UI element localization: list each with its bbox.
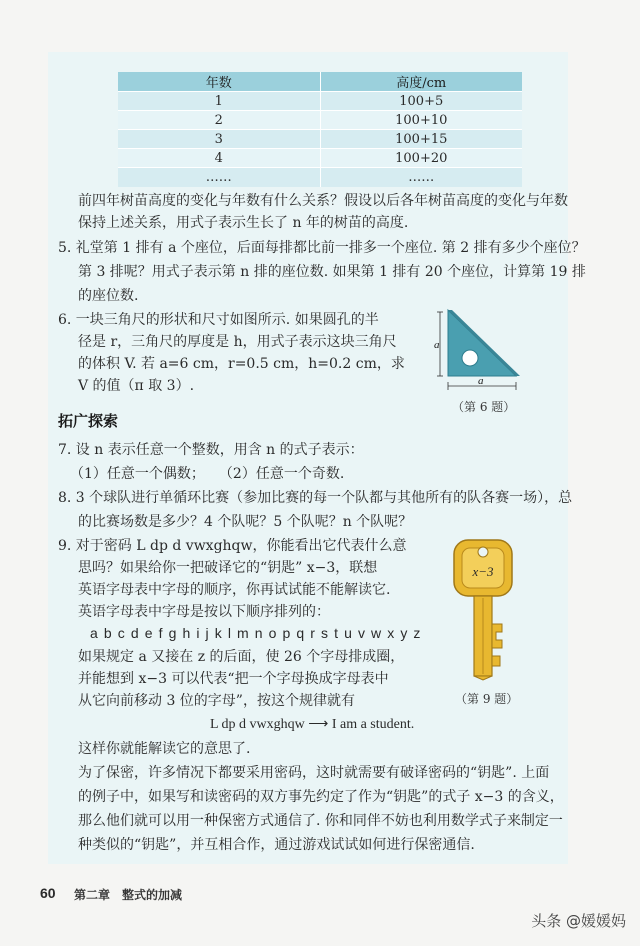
table-header-years: 年数 xyxy=(118,72,320,92)
key-icon xyxy=(440,536,526,682)
label-side-a: a xyxy=(434,339,440,351)
table-cell: 100+5 xyxy=(320,92,522,111)
chapter-title: 第二章 整式的加减 xyxy=(74,888,183,902)
table-cell: …… xyxy=(320,168,522,187)
growth-table xyxy=(118,72,522,187)
q9-line-1: 9. 对于密码 L dp d vwxghqw，你能看出它代表什么意 xyxy=(58,538,407,554)
figure-caption-q6: （第 6 题） xyxy=(452,400,516,414)
q8-line-1: 8. 3 个球队进行单循环比赛（参加比赛的每一个队都与其他所有的队各赛一场），总 xyxy=(58,490,573,506)
closing-line-2: 的例子中，如果写和读密码的双方事先约定了作为“钥匙”的式子 x−3 的含义， xyxy=(78,789,564,805)
q9-line-7: 从它向前移动 3 位的字母”，按这个规律就有 xyxy=(78,693,355,709)
triangle-ruler-figure xyxy=(428,306,532,392)
table-row xyxy=(118,92,522,111)
closing-line-3: 那么他们就可以用一种保密方式通信了. 你和同伴不妨也利用数学式子来制定一 xyxy=(78,813,563,829)
table-cell: 4 xyxy=(118,149,320,168)
q5-line-2: 第 3 排呢？用式子表示第 n 排的座位数. 如果第 1 排有 20 个座位，计算第 19 排 xyxy=(78,264,586,280)
table-row xyxy=(118,111,522,130)
q7-line-1: 7. 设 n 表示任意一个整数，用含 n 的式子表示： xyxy=(58,442,364,458)
q9-line-4: 英语字母表中字母是按以下顺序排列的： xyxy=(78,604,330,620)
table-cell: 100+10 xyxy=(320,111,522,130)
intro-line-2: 保持上述关系，用式子表示生长了 n 年的树苗的高度. xyxy=(78,215,409,231)
q7-line-2: （1）任意一个偶数； （2）任意一个奇数. xyxy=(70,466,345,482)
alphabet-sequence: a b c d e f g h i j k l m n o p q r s t u v w x y z xyxy=(90,625,422,641)
closing-line-1: 为了保密，许多情况下都要采用密码，这时就需要有破译密码的“钥匙”. 上面 xyxy=(78,765,550,781)
table-cell: 2 xyxy=(118,111,320,130)
page-number: 60 xyxy=(40,885,56,901)
table-header-height: 高度/cm xyxy=(320,72,522,92)
q8-line-2: 的比赛场数是多少？4 个队呢？5 个队呢？n 个队呢？ xyxy=(78,514,413,530)
table-cell: 100+15 xyxy=(320,130,522,149)
table-cell: …… xyxy=(118,168,320,187)
table-row xyxy=(118,149,522,168)
key-label: x−3 xyxy=(472,564,494,579)
q9-line-3: 英语字母表中字母的顺序，你再试试能不能解读它. xyxy=(78,582,391,598)
table-cell: 3 xyxy=(118,130,320,149)
q5-line-1: 5. 礼堂第 1 排有 a 个座位，后面每排都比前一排多一个座位. 第 2 排有多少个座位？ xyxy=(58,240,586,256)
table-cell: 1 xyxy=(118,92,320,111)
closing-line-4: 种类似的“钥匙”，并互相合作，通过游戏试试如何进行保密通信. xyxy=(78,837,475,853)
table-row xyxy=(118,168,522,187)
table-row xyxy=(118,130,522,149)
section-heading: 拓广探索 xyxy=(58,412,119,430)
label-bottom-a: a xyxy=(478,375,484,387)
figure-caption-q9: （第 9 题） xyxy=(455,692,519,706)
q6-line-4: V 的值（π 取 3）. xyxy=(78,378,195,394)
watermark: 头条 @媛媛妈 xyxy=(531,912,626,930)
cipher-example: L dp d vwxghqw ⟶ I am a student. xyxy=(210,717,415,732)
q6-line-2: 径是 r，三角尺的厚度是 h，用式子表示这块三角尺 xyxy=(78,334,397,350)
intro-line-1: 前四年树苗高度的变化与年数有什么关系？假设以后各年树苗高度的变化与年数 xyxy=(78,193,568,209)
q9-line-6: 并能想到 x−3 可以代表“把一个字母换成字母表中 xyxy=(78,671,389,687)
q9-line-5: 如果规定 a 又接在 z 的后面，使 26 个字母排成圈， xyxy=(78,649,405,665)
q9-line-2: 思吗？如果给你一把破译它的“钥匙” x−3，联想 xyxy=(78,560,378,576)
q6-line-1: 6. 一块三角尺的形状和尺寸如图所示. 如果圆孔的半 xyxy=(58,312,379,328)
table-cell: 100+20 xyxy=(320,149,522,168)
q5-line-3: 的座位数. xyxy=(78,288,139,304)
q6-line-3: 的体积 V. 若 a=6 cm，r=0.5 cm，h=0.2 cm，求 xyxy=(78,356,405,372)
q9-line-8: 这样你就能解读它的意思了. xyxy=(78,741,251,757)
